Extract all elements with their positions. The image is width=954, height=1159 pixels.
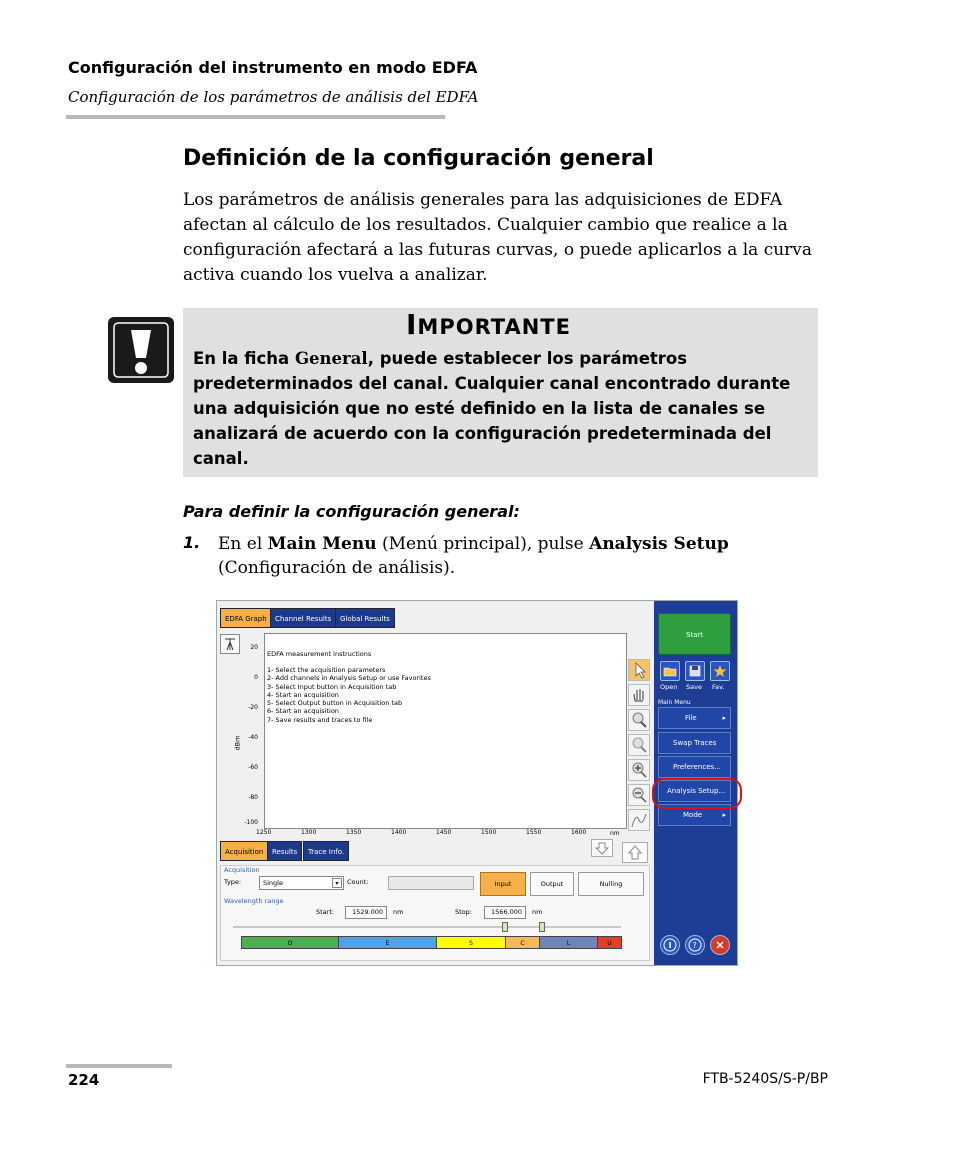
step-text: En el Main Menu (Menú principal), pulse Analysis Setup (Configuración de análisis). bbox=[218, 534, 729, 578]
arrow-down-icon[interactable] bbox=[591, 839, 613, 857]
svg-text:?: ? bbox=[692, 941, 697, 950]
menu-item-preferences[interactable]: Preferences... bbox=[658, 756, 731, 778]
start-wavelength-input[interactable]: 1529.000 bbox=[345, 906, 387, 919]
range-start-handle[interactable] bbox=[502, 922, 508, 932]
zoom-in-icon[interactable] bbox=[628, 759, 650, 781]
page-number: 224 bbox=[68, 1071, 100, 1089]
input-button[interactable]: Input bbox=[480, 872, 526, 896]
count-label: Count: bbox=[347, 878, 369, 886]
x-axis-unit: nm bbox=[610, 830, 620, 837]
wavelength-group-label: Wavelength range bbox=[224, 897, 284, 905]
term-analysis-setup: Analysis Setup bbox=[589, 534, 729, 554]
menu-item-swap-traces[interactable]: Swap Traces bbox=[658, 732, 731, 754]
stop-label: Stop: bbox=[455, 908, 472, 916]
range-stop-handle[interactable] bbox=[539, 922, 545, 932]
x-tick: 1300 bbox=[301, 829, 317, 836]
procedure-title: Para definir la configuración general: bbox=[183, 502, 520, 521]
fav-label: Fav. bbox=[712, 683, 725, 691]
tab-edfa-graph[interactable]: EDFA Graph bbox=[220, 608, 272, 628]
document-id: FTB-5240S/S-P/BP bbox=[702, 1071, 828, 1087]
zoom-reset-icon[interactable] bbox=[628, 734, 650, 756]
star-icon[interactable] bbox=[710, 661, 730, 681]
y-tick: -60 bbox=[248, 764, 258, 771]
intro-paragraph: Los parámetros de análisis generales para las adquisiciones de EDFA afectan al cálculo de los resultados. Cualquier cambio que realice a la configuración afectará a las futuras curvas, o puede aplicarlos a la curva activa cuando los vuelva a analizar. bbox=[183, 190, 813, 285]
band-s: S bbox=[436, 936, 506, 949]
y-tick: -40 bbox=[248, 734, 258, 741]
x-tick: 1350 bbox=[346, 829, 362, 836]
tab-trace-info[interactable]: Trace Info. bbox=[303, 841, 349, 861]
tab-global-results[interactable]: Global Results bbox=[335, 608, 395, 628]
graph-tabbar bbox=[217, 601, 655, 631]
start-label: Start: bbox=[316, 908, 335, 916]
x-tick: 1400 bbox=[391, 829, 407, 836]
x-tick: 1450 bbox=[436, 829, 452, 836]
y-tick: -80 bbox=[248, 794, 258, 801]
important-title: IMPORTANTE bbox=[406, 308, 571, 341]
close-icon[interactable] bbox=[710, 935, 730, 955]
y-tick: 20 bbox=[250, 644, 258, 651]
instructions-list: 1- Select the acquisition parameters 2- Add channels in Analysis Setup or use Favorites 3- Select Input button in Acquisition tab 4- Start an acquisition 5- Select Output button in Acquisition tab 6- Start an acquisition 7- Save results and traces to file bbox=[267, 666, 431, 724]
open-label: Open bbox=[660, 683, 678, 691]
band-u: U bbox=[597, 936, 622, 949]
main-menu-label: Main Menu bbox=[658, 699, 691, 706]
x-tick: 1250 bbox=[256, 829, 272, 836]
x-tick: 1600 bbox=[571, 829, 587, 836]
menu-item-file[interactable]: File ▸ bbox=[658, 707, 731, 729]
band-e: E bbox=[338, 936, 437, 949]
y-tick: -20 bbox=[248, 704, 258, 711]
save-label: Save bbox=[686, 683, 702, 691]
type-label: Type: bbox=[224, 878, 242, 886]
stop-unit: nm bbox=[532, 908, 543, 916]
count-field[interactable] bbox=[388, 876, 474, 890]
band-l: L bbox=[539, 936, 598, 949]
start-button[interactable]: Start bbox=[658, 613, 731, 655]
term-main-menu: Main Menu bbox=[267, 534, 377, 554]
graph-area[interactable] bbox=[264, 633, 627, 829]
menu-item-analysis-setup[interactable]: Analysis Setup... bbox=[658, 780, 731, 802]
bottom-tabbar bbox=[217, 839, 655, 863]
nulling-button[interactable]: Nulling bbox=[578, 872, 644, 896]
tab-results[interactable]: Results bbox=[267, 841, 302, 861]
help-icon[interactable] bbox=[685, 935, 705, 955]
menu-item-mode[interactable]: Mode ▸ bbox=[658, 804, 731, 826]
pan-hand-icon[interactable] bbox=[628, 684, 650, 706]
term-general: General bbox=[294, 349, 368, 368]
full-view-icon[interactable] bbox=[628, 809, 650, 831]
running-header-title: Configuración del instrumento en modo EDFA bbox=[68, 58, 478, 77]
band-c: C bbox=[505, 936, 540, 949]
band-o: O bbox=[241, 936, 339, 949]
stop-wavelength-input[interactable]: 1566.000 bbox=[484, 906, 526, 919]
section-title: Definición de la configuración general bbox=[183, 146, 654, 171]
running-header-subtitle: Configuración de los parámetros de análisis del EDFA bbox=[68, 88, 479, 106]
x-tick: 1550 bbox=[526, 829, 542, 836]
save-disk-icon[interactable] bbox=[685, 661, 705, 681]
y-tick: -100 bbox=[244, 819, 258, 826]
exclamation-icon bbox=[108, 317, 174, 383]
output-button[interactable]: Output bbox=[530, 872, 574, 896]
type-select[interactable]: Single ▾ bbox=[259, 876, 344, 890]
graph-toolbar bbox=[628, 659, 652, 829]
step-number: 1. bbox=[183, 533, 201, 552]
important-text: En la ficha General, puede establecer los parámetros predeterminados del canal. Cualquier canal encontrado durante una adquisición que no esté definido en la lista de canales se analizará de acuerdo con la configuración predeterminada del canal. bbox=[193, 349, 791, 468]
highlight-circle bbox=[652, 778, 742, 809]
pointer-icon[interactable] bbox=[628, 659, 650, 681]
zoom-out-icon[interactable] bbox=[628, 784, 650, 806]
y-tick: 0 bbox=[254, 674, 258, 681]
tab-channel-results[interactable]: Channel Results bbox=[270, 608, 336, 628]
trace-icon[interactable] bbox=[220, 634, 240, 654]
start-unit: nm bbox=[393, 908, 404, 916]
range-slider-track[interactable] bbox=[233, 926, 621, 928]
x-tick: 1500 bbox=[481, 829, 497, 836]
arrow-up-icon[interactable] bbox=[622, 842, 648, 863]
tab-acquisition[interactable]: Acquisition bbox=[220, 841, 268, 861]
footer-divider bbox=[66, 1064, 172, 1068]
chevron-right-icon: ▸ bbox=[722, 714, 726, 722]
folder-open-icon[interactable] bbox=[660, 661, 680, 681]
instructions-title: EDFA measurement instructions bbox=[267, 650, 372, 658]
chevron-right-icon: ▸ bbox=[722, 811, 726, 819]
y-axis-label: dBm bbox=[233, 735, 242, 751]
acquisition-group-label: Acquisition bbox=[224, 866, 260, 874]
info-icon[interactable] bbox=[660, 935, 680, 955]
chevron-down-icon: ▾ bbox=[332, 878, 342, 888]
zoom-area-icon[interactable] bbox=[628, 709, 650, 731]
header-divider bbox=[66, 115, 445, 119]
